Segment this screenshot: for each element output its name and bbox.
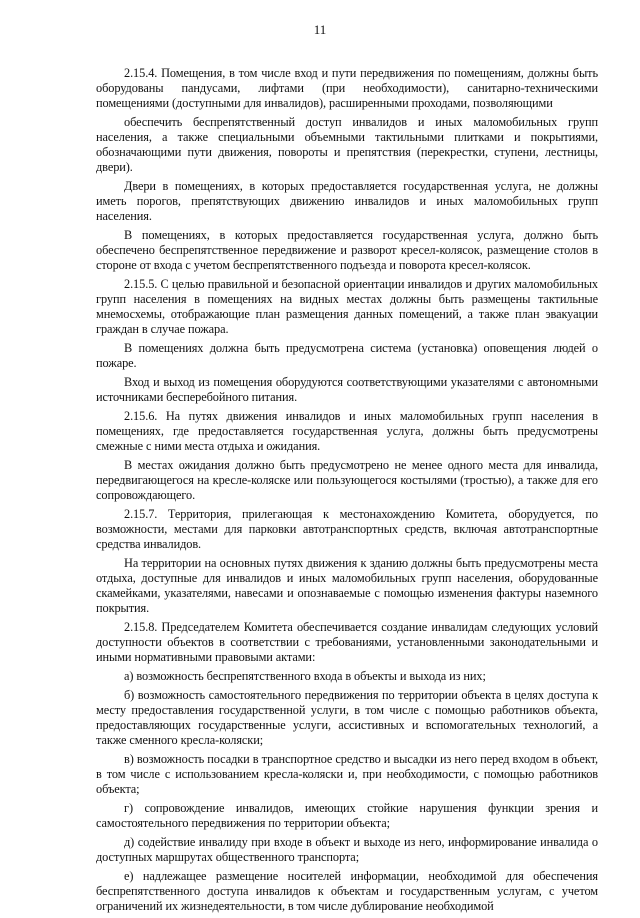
paragraph: В помещениях, в которых предоставляется государственная услуга, должно быть обеспечено беспрепятственное передвижение и разворот кресел-колясок, размещение столов в стороне от входа с учетом беспрепятственного подъезда и поворота кресел-колясок. <box>96 228 598 272</box>
paragraph-2-15-6: 2.15.6. На путях движения инвалидов и иных маломобильных групп населения в помещениях, где предоставляется государственная услуга, должны быть предусмотрены смежные с ними места отдыха и ожидания. <box>96 409 598 453</box>
paragraph-2-15-4: 2.15.4. Помещения, в том числе вход и пути передвижения по помещениям, должны быть оборудованы пандусами, лифтами (при необходимости), санитарно-техническими помещениями (доступными для инвалидов), расширенными проходами, позволяющими <box>96 66 598 110</box>
paragraph-2-15-7: 2.15.7. Территория, прилегающая к местонахождению Комитета, оборудуется, по возможности, местами для парковки автотранспортных средств, включая автотранспортные средства инвалидов. <box>96 507 598 551</box>
paragraph: В помещениях должна быть предусмотрена система (установка) оповещения людей о пожаре. <box>96 341 598 370</box>
paragraph-2-15-8: 2.15.8. Председателем Комитета обеспечивается создание инвалидам следующих условий доступности объектов в соответствии с требованиями, установленными законодательными и иными нормативными правовыми актами: <box>96 620 598 664</box>
list-item-e: е) надлежащее размещение носителей информации, необходимой для обеспечения беспрепятственного доступа инвалидов к объектам и государственным услугам, с учетом ограничений их жизнедеятельности, в том числе дублирование необходимой <box>96 869 598 913</box>
paragraph: Двери в помещениях, в которых предоставляется государственная услуга, не должны иметь порогов, препятствующих движению инвалидов и иных маломобильных групп населения. <box>96 179 598 223</box>
paragraph: В местах ожидания должно быть предусмотрено не менее одного места для инвалида, передвигающегося на кресле-коляске или пользующегося костылями (тростью), а также для его сопровождающего. <box>96 458 598 502</box>
document-body <box>96 66 598 918</box>
list-item-g: г) сопровождение инвалидов, имеющих стойкие нарушения функции зрения и самостоятельного передвижения по территории объекта; <box>96 801 598 830</box>
list-item-d: д) содействие инвалиду при входе в объект и выходе из него, информирование инвалида о доступных маршрутах общественного транспорта; <box>96 835 598 864</box>
list-item-b: б) возможность самостоятельного передвижения по территории объекта в целях доступа к месту предоставления государственной услуги, в том числе с помощью работников объекта, предоставляющих государственные услуги, ассистивных и вспомогательных технологий, а также сменного кресла-коляски; <box>96 688 598 747</box>
paragraph: Вход и выход из помещения оборудуются соответствующими указателями с автономными источниками бесперебойного питания. <box>96 375 598 404</box>
paragraph-2-15-5: 2.15.5. С целью правильной и безопасной ориентации инвалидов и других маломобильных групп населения в помещениях на видных местах должны быть размещены тактильные мнемосхемы, отображающие план размещения данных помещений, а также план эвакуации граждан в случае пожара. <box>96 277 598 336</box>
paragraph: На территории на основных путях движения к зданию должны быть предусмотрены места отдыха, доступные для инвалидов и иных маломобильных групп населения, оборудованные скамейками, указателями, навесами и опознаваемые с помощью изменения фактуры наземного покрытия. <box>96 556 598 615</box>
page-number: 11 <box>313 22 327 37</box>
paragraph: обеспечить беспрепятственный доступ инвалидов и иных маломобильных групп населения, а также специальными объемными тактильными плитками и покрытиями, обозначающими пути движения, повороты и препятствия (перекрестки, ступени, лестницы, двери). <box>96 115 598 174</box>
list-item-v: в) возможность посадки в транспортное средство и высадки из него перед входом в объект, в том числе с использованием кресла-коляски и, при необходимости, с помощью работников объекта; <box>96 752 598 796</box>
list-item-a: а) возможность беспрепятственного входа в объекты и выхода из них; <box>124 669 486 683</box>
